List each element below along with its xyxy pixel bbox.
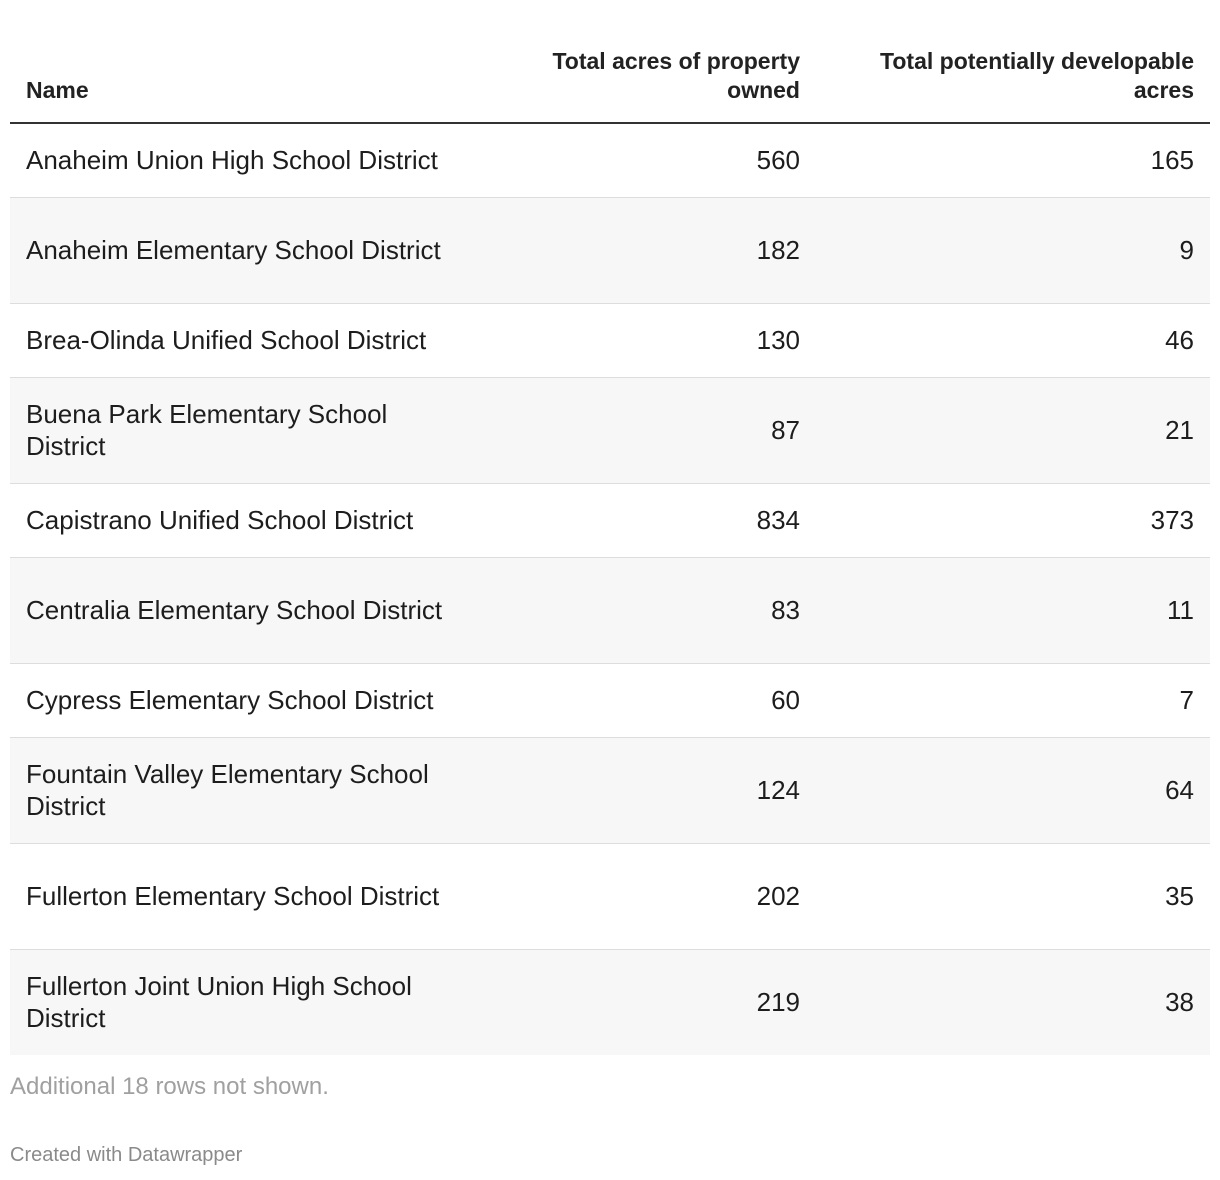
cell-name: Brea-Olinda Unified School District: [10, 303, 480, 377]
cell-name: Buena Park Elementary School District: [10, 377, 480, 483]
cell-total-acres-owned: 202: [480, 843, 816, 949]
cell-total-acres-owned: 124: [480, 737, 816, 843]
cell-developable-acres: 11: [816, 557, 1210, 663]
table-row: [10, 123, 1210, 197]
table-row: [10, 949, 1210, 1055]
cell-name: Anaheim Union High School District: [10, 123, 480, 197]
table-row: [10, 197, 1210, 303]
cell-name: Capistrano Unified School District: [10, 483, 480, 557]
cell-total-acres-owned: 834: [480, 483, 816, 557]
cell-developable-acres: 9: [816, 197, 1210, 303]
cell-developable-acres: 21: [816, 377, 1210, 483]
table-row: [10, 663, 1210, 737]
cell-total-acres-owned: 87: [480, 377, 816, 483]
cell-total-acres-owned: 83: [480, 557, 816, 663]
table-row: [10, 557, 1210, 663]
rows-not-shown-note: Additional 18 rows not shown.: [10, 1073, 329, 1100]
cell-name: Fullerton Joint Union High School District: [10, 949, 480, 1055]
cell-developable-acres: 35: [816, 843, 1210, 949]
cell-developable-acres: 7: [816, 663, 1210, 737]
table-row: [10, 737, 1210, 843]
column-header-total-acres-owned[interactable]: Total acres of property owned: [480, 0, 816, 123]
cell-total-acres-owned: 60: [480, 663, 816, 737]
column-header-name[interactable]: Name: [10, 0, 480, 123]
cell-total-acres-owned: 130: [480, 303, 816, 377]
cell-developable-acres: 165: [816, 123, 1210, 197]
table-row: [10, 377, 1210, 483]
cell-total-acres-owned: 560: [480, 123, 816, 197]
cell-name: Anaheim Elementary School District: [10, 197, 480, 303]
column-header-developable-acres[interactable]: Total potentially developable acres: [816, 0, 1210, 123]
cell-developable-acres: 373: [816, 483, 1210, 557]
table-row: [10, 303, 1210, 377]
data-table: [10, 0, 1210, 1055]
cell-total-acres-owned: 219: [480, 949, 816, 1055]
table-body: [10, 123, 1210, 1055]
cell-developable-acres: 38: [816, 949, 1210, 1055]
cell-name: Fullerton Elementary School District: [10, 843, 480, 949]
cell-developable-acres: 46: [816, 303, 1210, 377]
table-row: [10, 483, 1210, 557]
cell-name: Fountain Valley Elementary School District: [10, 737, 480, 843]
cell-name: Centralia Elementary School District: [10, 557, 480, 663]
cell-developable-acres: 64: [816, 737, 1210, 843]
cell-name: Cypress Elementary School District: [10, 663, 480, 737]
header-row: [10, 0, 1210, 123]
cell-total-acres-owned: 182: [480, 197, 816, 303]
data-table-container: [10, 0, 1210, 1055]
table-header: [10, 0, 1210, 123]
datawrapper-credit[interactable]: Created with Datawrapper: [10, 1144, 243, 1166]
table-row: [10, 843, 1210, 949]
